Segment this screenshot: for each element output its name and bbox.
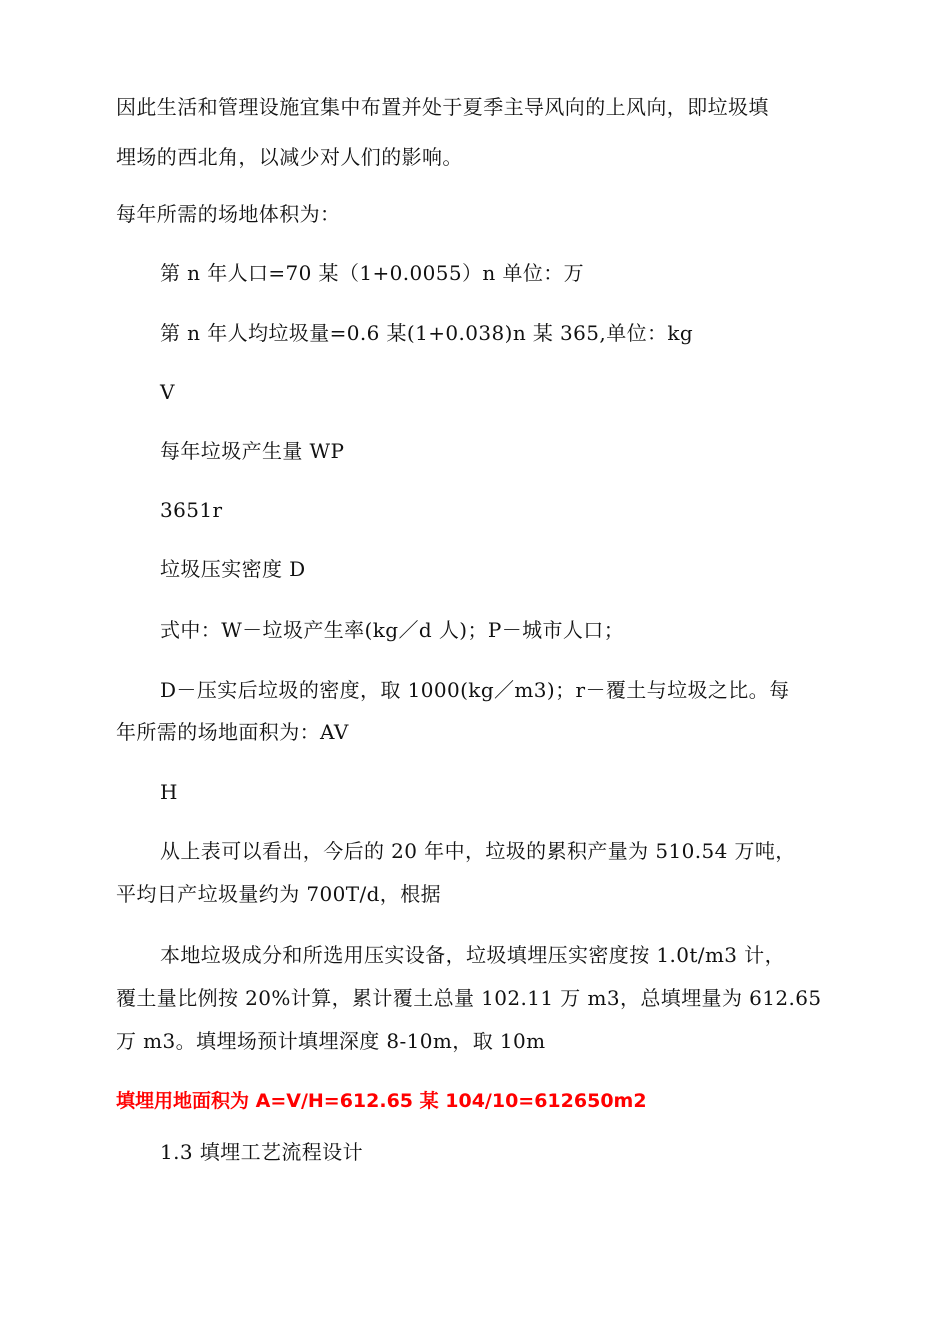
highlighted-formula: 填埋用地面积为 A=V/H=612.65 某 104/10=612650m2 — [116, 1090, 647, 1112]
formula-fragment: H — [160, 780, 178, 804]
section-heading: 1.3 填埋工艺流程设计 — [160, 1140, 363, 1164]
paragraph-line: 从上表可以看出，今后的 20 年中，垃圾的累积产量为 510.54 万吨， — [160, 839, 796, 863]
formula-line: 第 n 年人均垃圾量=0.6 某(1+0.038)n 某 365,单位：kg — [160, 321, 694, 345]
paragraph-line: 万 m3。填埋场预计填埋深度 8-10m，取 10m — [116, 1029, 546, 1053]
paragraph-line: 覆土量比例按 20%计算，累计覆土总量 102.11 万 m3，总填埋量为 612.65 — [116, 986, 822, 1010]
paragraph-line: 年所需的场地面积为：AV — [116, 720, 349, 744]
formula-line: 第 n 年人口=70 某（1+0.0055）n 单位：万 — [160, 261, 585, 285]
paragraph-line: D－压实后垃圾的密度，取 1000(kg／m3)；r－覆土与垃圾之比。每 — [160, 678, 790, 702]
formula-fragment: 每年垃圾产生量 WP — [160, 439, 345, 463]
paragraph-line: 式中：W－垃圾产生率(kg／d 人)；P－城市人口； — [160, 618, 625, 642]
formula-fragment: 3651r — [160, 498, 223, 522]
formula-fragment: 垃圾压实密度 D — [160, 557, 306, 581]
paragraph-line: 因此生活和管理设施宜集中布置并处于夏季主导风向的上风向，即垃圾填 — [116, 95, 769, 119]
paragraph-line: 平均日产垃圾量约为 700T/d，根据 — [116, 882, 442, 906]
paragraph-line: 本地垃圾成分和所选用压实设备，垃圾填埋压实密度按 1.0t/m3 计， — [160, 943, 785, 967]
paragraph-line: 每年所需的场地体积为： — [116, 202, 341, 226]
paragraph-line: 埋场的西北角，以减少对人们的影响。 — [116, 145, 463, 169]
formula-fragment: V — [160, 380, 175, 404]
